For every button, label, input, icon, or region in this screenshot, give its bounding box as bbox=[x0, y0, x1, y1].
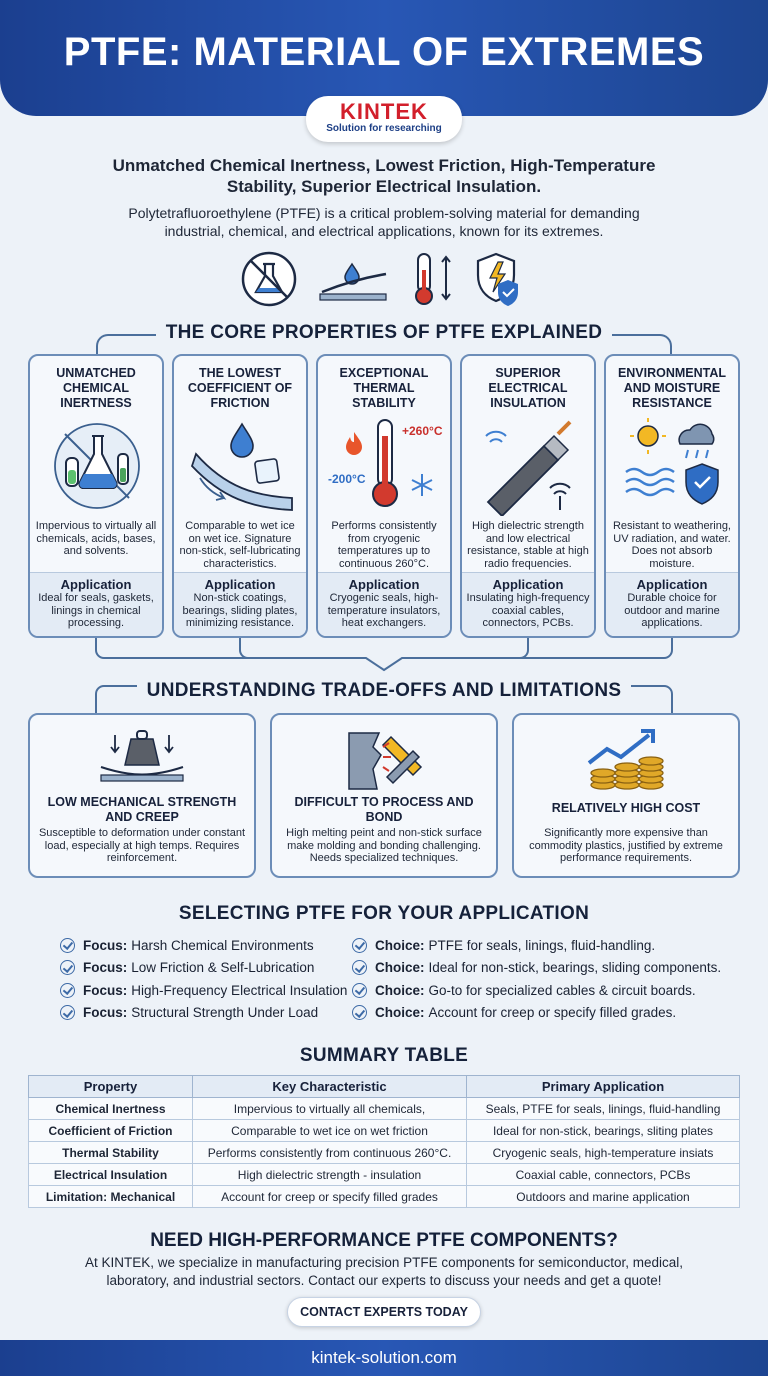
table-cell: Chemical Inertness bbox=[29, 1098, 193, 1120]
limitation-title: LOW MECHANICAL STRENGTH AND CREEP bbox=[47, 795, 237, 824]
card-application bbox=[174, 572, 306, 636]
list-item: Choice: Ideal for non-stick, bearings, sliding components. bbox=[352, 957, 721, 980]
card-description: Comparable to wet ice on wet ice. Signature non-stick, self-lubricating characteristics. bbox=[179, 520, 301, 570]
card-title: SUPERIOR ELECTRICAL INSULATION bbox=[488, 366, 568, 410]
property-card-electrical bbox=[460, 354, 596, 638]
table-row bbox=[29, 1142, 740, 1164]
temperature-icon bbox=[412, 250, 458, 313]
selecting-section-title: SELECTING PTFE FOR YOUR APPLICATION bbox=[178, 903, 590, 924]
limitation-card-process bbox=[270, 713, 498, 878]
table-row bbox=[29, 1098, 740, 1120]
table-cell: Coaxial cable, connectors, PCBs bbox=[467, 1164, 740, 1186]
footer-url[interactable]: kintek-solution.com bbox=[0, 1340, 768, 1376]
card-application bbox=[606, 572, 738, 636]
table-row bbox=[29, 1120, 740, 1142]
kintek-logo[interactable] bbox=[306, 96, 462, 142]
application-label: Application bbox=[204, 577, 276, 592]
temp-high-label: +260°C bbox=[402, 424, 443, 438]
property-card-thermal bbox=[316, 354, 452, 638]
table-cell: Ideal for non-stick, bearings, sliting plates bbox=[467, 1120, 740, 1142]
table-cell: Limitation: Mechanical bbox=[29, 1186, 193, 1208]
table-cell: Performs consistently from continuous 260°C. bbox=[193, 1142, 467, 1164]
table-cell: Thermal Stability bbox=[29, 1142, 193, 1164]
check-circle-icon bbox=[60, 983, 75, 998]
application-text: Cryogenic seals, high-temperature insulators, heat exchangers. bbox=[327, 592, 441, 629]
application-label: Application bbox=[60, 577, 132, 592]
column-header: Primary Application bbox=[467, 1076, 740, 1098]
table-cell: Outdoors and marine application bbox=[467, 1186, 740, 1208]
application-text: Insulating high-frequency coaxial cables, connectors, PCBs. bbox=[466, 592, 590, 629]
coins-chart-icon bbox=[581, 727, 671, 793]
table-cell: Comparable to wet ice on wet friction bbox=[193, 1120, 467, 1142]
card-application bbox=[318, 572, 450, 636]
table-cell: Coefficient of Friction bbox=[29, 1120, 193, 1142]
check-circle-icon bbox=[60, 960, 75, 975]
electric-shield-icon bbox=[472, 250, 530, 313]
column-header: Key Characteristic bbox=[193, 1076, 467, 1098]
list-item: Choice: Account for creep or specify filled grades. bbox=[352, 1002, 721, 1025]
limitation-card-cost bbox=[512, 713, 740, 878]
card-description: Resistant to weathering, UV radiation, and water. Does not absorb moisture. bbox=[612, 520, 731, 570]
temp-low-label: -200°C bbox=[328, 472, 366, 486]
contact-experts-button[interactable]: CONTACT EXPERTS TODAY bbox=[287, 1297, 481, 1327]
check-circle-icon bbox=[352, 938, 367, 953]
card-application bbox=[462, 572, 594, 636]
check-circle-icon bbox=[60, 938, 75, 953]
table-row bbox=[29, 1186, 740, 1208]
cta-text: At KINTEK, we specialize in manufacturing precision PTFE components for semiconductor, medical, laboratory, and industrial sectors. Contact our experts to discuss your needs and get a quote! bbox=[84, 1255, 683, 1288]
check-circle-icon bbox=[352, 983, 367, 998]
tradeoffs-section-title: UNDERSTANDING TRADE-OFFS AND LIMITATIONS bbox=[0, 680, 768, 702]
table-cell: Cryogenic seals, high-temperature insiats bbox=[467, 1142, 740, 1164]
cta-title: NEED HIGH-PERFORMANCE PTFE COMPONENTS? bbox=[150, 1230, 618, 1251]
application-label: Application bbox=[492, 577, 564, 592]
limitation-title: RELATIVELY HIGH COST bbox=[551, 801, 701, 815]
logo-tagline: Solution for researching bbox=[326, 123, 442, 134]
table-row bbox=[29, 1164, 740, 1186]
property-card-environmental bbox=[604, 354, 740, 638]
card-title: THE LOWEST COEFFICIENT OF FRICTION bbox=[187, 366, 293, 410]
check-circle-icon bbox=[352, 960, 367, 975]
subtitle: Unmatched Chemical Inertness, Lowest Friction, High-Temperature Stability, Superior Electrical Insulation. bbox=[112, 156, 656, 196]
card-description: Impervious to virtually all chemicals, acids, bases, and solvents. bbox=[35, 520, 157, 557]
application-text: Non-stick coatings, bearings, sliding plates, minimizing resistance. bbox=[182, 592, 298, 629]
table-cell: Seals, PTFE for seals, linings, fluid-handling bbox=[467, 1098, 740, 1120]
list-item: Choice: Go-to for specialized cables & circuit boards. bbox=[352, 979, 721, 1002]
intro-text: Polytetrafluoroethylene (PTFE) is a critical problem-solving material for demanding industrial, chemical, and electrical applications, known for its extremes. bbox=[128, 205, 640, 239]
card-application bbox=[30, 572, 162, 636]
weather-shield-icon bbox=[614, 416, 732, 524]
limitation-card-mechanical bbox=[28, 713, 256, 878]
logo-brand: KINTEK bbox=[340, 99, 428, 124]
card-title: UNMATCHED CHEMICAL INERTNESS bbox=[56, 366, 136, 410]
table-cell: High dielectric strength - insulation bbox=[193, 1164, 467, 1186]
list-item: Focus: High-Frequency Electrical Insulation bbox=[60, 979, 347, 1002]
card-description: Performs consistently from cryogenic temperatures up to continuous 260°C. bbox=[331, 520, 437, 570]
list-item: Focus: Harsh Chemical Environments bbox=[60, 934, 347, 957]
core-section-title: THE CORE PROPERTIES OF PTFE EXPLAINED bbox=[0, 322, 768, 344]
summary-section-title: SUMMARY TABLE bbox=[299, 1045, 469, 1066]
check-circle-icon bbox=[352, 1005, 367, 1020]
limitation-title: DIFFICULT TO PROCESS AND BOND bbox=[294, 795, 474, 824]
limitation-description: Significantly more expensive than commodity plastics, justified by extreme performance requirements. bbox=[529, 827, 723, 864]
choice-list bbox=[352, 934, 721, 1024]
list-item: Focus: Structural Strength Under Load bbox=[60, 1002, 347, 1025]
application-text: Ideal for seals, gaskets, linings in chemical processing. bbox=[38, 592, 154, 629]
application-text: Durable choice for outdoor and marine applications. bbox=[624, 592, 720, 629]
card-title: EXCEPTIONAL THERMAL STABILITY bbox=[339, 366, 429, 410]
limitation-description: High melting peint and non-stick surface make molding and bonding challenging. Needs specialized techniques. bbox=[286, 827, 482, 864]
column-header: Property bbox=[29, 1076, 193, 1098]
low-friction-icon bbox=[318, 258, 390, 309]
application-label: Application bbox=[636, 577, 708, 592]
focus-list bbox=[60, 934, 347, 1024]
ice-slide-icon bbox=[182, 416, 300, 524]
chemical-flasks-icon bbox=[38, 416, 156, 524]
coaxial-cable-icon bbox=[470, 416, 588, 524]
section-connector bbox=[0, 636, 768, 716]
property-card-chemical bbox=[28, 354, 164, 638]
limitation-description: Susceptible to deformation under constant load, especially at high temps. Requires reinforcement. bbox=[38, 827, 246, 864]
property-card-friction bbox=[172, 354, 308, 638]
weight-load-icon bbox=[97, 727, 187, 793]
list-item: Focus: Low Friction & Self-Lubrication bbox=[60, 957, 347, 980]
list-item: Choice: PTFE for seals, linings, fluid-handling. bbox=[352, 934, 721, 957]
thermometer-icon bbox=[326, 416, 444, 524]
table-cell: Account for creep or specify filled grades bbox=[193, 1186, 467, 1208]
card-title: ENVIRONMENTAL AND MOISTURE RESISTANCE bbox=[617, 366, 727, 410]
card-description: High dielectric strength and low electrical resistance, stable at high radio frequencies. bbox=[467, 520, 589, 570]
broken-bond-icon bbox=[339, 727, 429, 793]
table-cell: Impervious to virtually all chemicals, bbox=[193, 1098, 467, 1120]
summary-table bbox=[28, 1075, 740, 1208]
top-icon-row bbox=[0, 250, 768, 310]
application-label: Application bbox=[348, 577, 420, 592]
chemical-flask-icon bbox=[240, 250, 298, 313]
check-circle-icon bbox=[60, 1005, 75, 1020]
table-cell: Electrical Insulation bbox=[29, 1164, 193, 1186]
page-title: PTFE: MATERIAL OF EXTREMES bbox=[63, 30, 705, 74]
table-header-row bbox=[29, 1076, 740, 1098]
